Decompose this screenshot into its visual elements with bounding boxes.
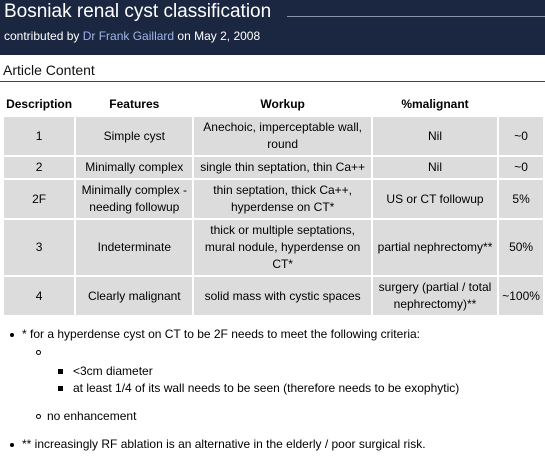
table-row: [4, 220, 543, 275]
section-divider: [0, 81, 545, 82]
circle-bullet-icon: [36, 350, 41, 355]
cell-features: Minimally complex - needing followup: [76, 180, 192, 218]
no-enhancement: no enhancement: [47, 409, 137, 423]
cell-percent: ~0: [499, 117, 543, 155]
cell-features: Simple cyst: [76, 117, 192, 155]
cell-percent: 50%: [499, 220, 543, 275]
square-bullet-icon: [58, 369, 63, 374]
cell-workup: thin septation, thick Ca++, hyperdense on CT*: [194, 180, 370, 218]
cell-percent: ~100%: [499, 277, 543, 315]
cell-malignant: surgery (partial / total nephrectomy)**: [373, 277, 497, 315]
criteria-wall: at least 1/4 of its wall needs to be seen (therefore needs to be exophytic): [73, 381, 460, 395]
cell-workup: single thin septation, thin Ca++: [194, 157, 370, 178]
cell-description: 3: [4, 220, 74, 275]
cell-malignant: Nil: [373, 157, 497, 178]
rf-note: ** increasingly RF ablation is an alternative in the elderly / poor surgical risk.: [22, 437, 426, 451]
cell-workup: Anechoic, imperceptable wall, round: [194, 117, 370, 155]
list-item-empty: [36, 344, 47, 361]
cell-features: Indeterminate: [76, 220, 192, 275]
header-description: Description: [4, 92, 74, 115]
disc-bullet-icon: [10, 333, 14, 337]
author-link[interactable]: Dr Frank Gaillard: [82, 29, 175, 43]
cell-percent: 5%: [499, 180, 543, 218]
list-item: [58, 380, 459, 397]
circle-bullet-icon: [36, 414, 41, 419]
header-workup: Workup: [194, 92, 370, 115]
cell-workup: solid mass with cystic spaces: [194, 277, 370, 315]
list-item: [58, 363, 153, 380]
table-row: [4, 117, 543, 155]
title-divider: [287, 16, 545, 17]
page-title: Bosniak renal cyst classification: [4, 1, 272, 22]
disc-bullet-icon: [10, 443, 14, 447]
byline-prefix: contributed by: [4, 29, 83, 43]
criteria-intro: * for a hyperdense cyst on CT to be 2F needs to meet the following criteria:: [22, 327, 420, 341]
square-bullet-icon: [58, 386, 63, 391]
list-item: [10, 436, 426, 453]
cell-percent: ~0: [499, 157, 543, 178]
criteria-size: <3cm diameter: [73, 364, 153, 378]
header-percent: [499, 92, 543, 115]
table-header-row: [4, 92, 543, 115]
table-row: [4, 180, 543, 218]
cell-malignant: partial nephrectomy**: [373, 220, 497, 275]
byline: [4, 28, 260, 44]
cell-malignant: US or CT followup: [373, 180, 497, 218]
cell-description: 2: [4, 157, 74, 178]
cell-features: Minimally complex: [76, 157, 192, 178]
cell-workup: thick or multiple septations, mural nodule, hyperdense on CT*: [194, 220, 370, 275]
cell-malignant: Nil: [373, 117, 497, 155]
header-features: Features: [76, 92, 192, 115]
cell-description: 1: [4, 117, 74, 155]
table-row: [4, 157, 543, 178]
cell-features: Clearly malignant: [76, 277, 192, 315]
section-heading: Article Content: [3, 62, 95, 78]
table-row: [4, 277, 543, 315]
list-item: [10, 326, 420, 343]
header-malignant: %malignant: [373, 92, 497, 115]
list-item: [36, 408, 136, 425]
cell-description: 4: [4, 277, 74, 315]
bosniak-table: [2, 90, 545, 317]
byline-suffix: on May 2, 2008: [174, 29, 261, 43]
cell-description: 2F: [4, 180, 74, 218]
page-header: [0, 0, 545, 55]
